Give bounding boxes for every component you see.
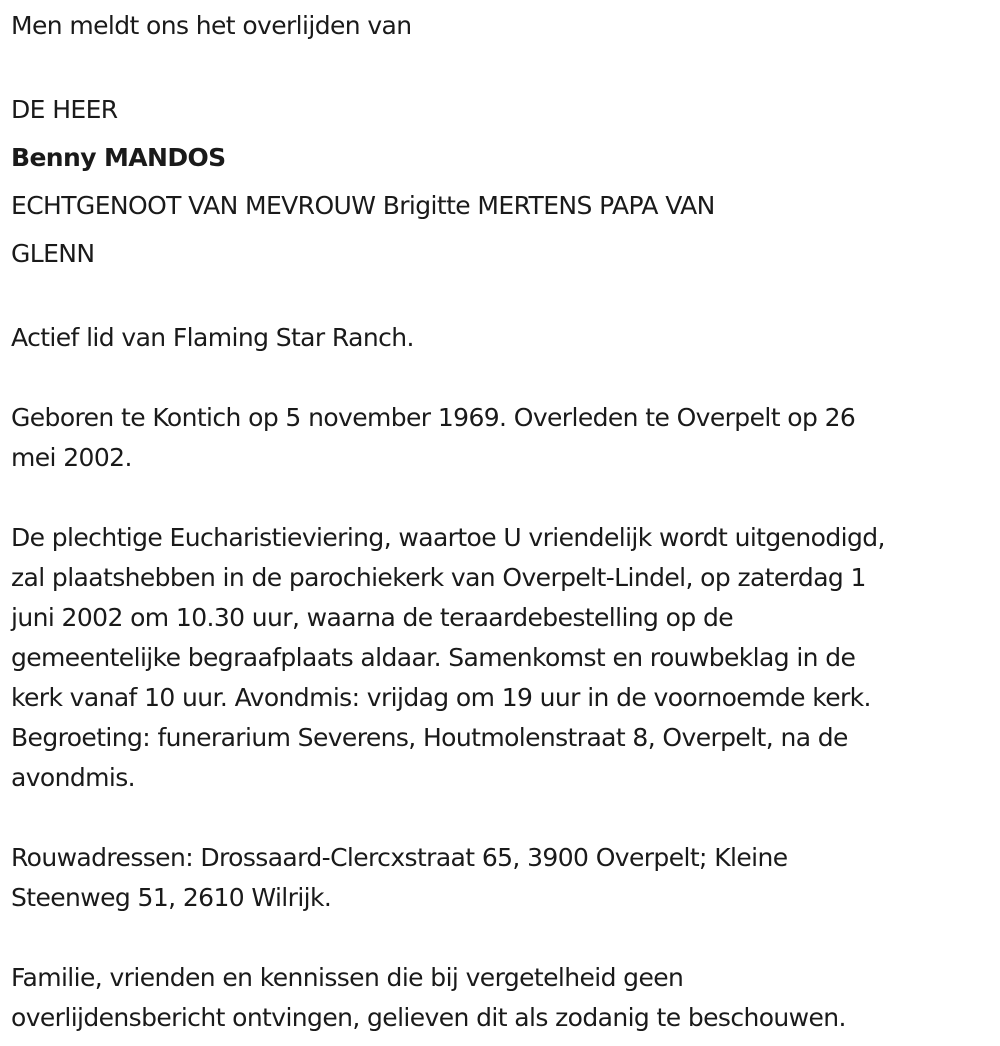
ceremony-line-1: De plechtige Eucharistieviering, waartoe U vriendelijk wordt uitgenodigd, bbox=[11, 523, 885, 552]
birth-death-paragraph bbox=[11, 398, 996, 478]
spacer bbox=[11, 798, 996, 838]
death-notice bbox=[11, 0, 996, 1038]
addresses-line-1: Rouwadressen: Drossaard-Clercxstraat 65, 3900 Overpelt; Kleine bbox=[11, 843, 788, 872]
addresses-paragraph bbox=[11, 838, 996, 918]
ceremony-line-6: Begroeting: funerarium Severens, Houtmolenstraat 8, Overpelt, na de bbox=[11, 723, 848, 752]
closing-line-2: overlijdensbericht ontvingen, gelieven dit als zodanig te beschouwen. bbox=[11, 1003, 846, 1032]
title-text: DE HEER bbox=[11, 95, 118, 124]
ceremony-paragraph bbox=[11, 518, 996, 798]
spacer bbox=[11, 918, 996, 958]
spacer bbox=[11, 478, 996, 518]
addresses-line-2: Steenweg 51, 2610 Wilrijk. bbox=[11, 883, 332, 912]
closing-line-1: Familie, vrienden en kennissen die bij vergetelheid geen bbox=[11, 963, 684, 992]
spacer bbox=[11, 278, 996, 318]
ceremony-line-4: gemeentelijke begraafplaats aldaar. Samenkomst en rouwbeklag in de bbox=[11, 643, 856, 672]
spacer bbox=[11, 46, 996, 86]
ceremony-line-7: avondmis. bbox=[11, 763, 135, 792]
ceremony-line-3: juni 2002 om 10.30 uur, waarna de teraardebestelling op de bbox=[11, 603, 734, 632]
ceremony-line-5: kerk vanaf 10 uur. Avondmis: vrijdag om 19 uur in de voornoemde kerk. bbox=[11, 683, 871, 712]
relation-line-2: GLENN bbox=[11, 239, 95, 268]
intro-text: Men meldt ons het overlijden van bbox=[11, 11, 412, 40]
birth-death-line-1: Geboren te Kontich op 5 november 1969. Overleden te Overpelt op 26 bbox=[11, 403, 856, 432]
ceremony-line-2: zal plaatshebben in de parochiekerk van Overpelt-Lindel, op zaterdag 1 bbox=[11, 563, 866, 592]
birth-death-line-2: mei 2002. bbox=[11, 443, 132, 472]
relation-line-1: ECHTGENOOT VAN MEVROUW Brigitte MERTENS PAPA VAN bbox=[11, 191, 715, 220]
spacer bbox=[11, 358, 996, 398]
membership-text: Actief lid van Flaming Star Ranch. bbox=[11, 323, 414, 352]
closing-paragraph bbox=[11, 958, 996, 1038]
deceased-name: Benny MANDOS bbox=[11, 143, 226, 172]
